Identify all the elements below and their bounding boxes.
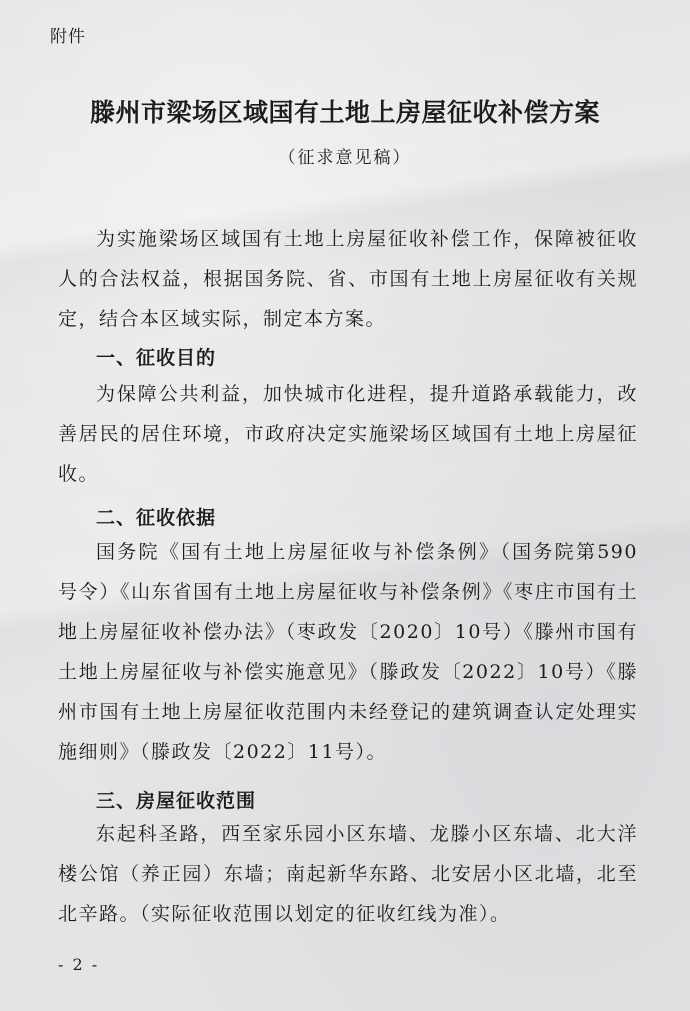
document-title: 滕州市梁场区域国有土地上房屋征收补偿方案 (89, 98, 600, 127)
section-scope-paragraph (58, 814, 638, 934)
document-subtitle: （征求意见稿） (278, 148, 412, 168)
section-purpose-paragraph (58, 374, 638, 494)
attachment-label: 附件 (50, 27, 86, 47)
intro-text: 为实施梁场区域国有土地上房屋征收补偿工作，保障被征收人的合法权益，根据国务院、省、市国有土地上房屋征收有关规定，结合本区域实际，制定本方案。 (58, 228, 638, 330)
page-number: - 2 - (58, 955, 100, 974)
section-purpose-text: 为保障公共利益，加快城市化进程，提升道路承载能力，改善居民的居住环境，市政府决定实施梁场区域国有土地上房屋征收。 (58, 383, 638, 485)
section-heading-scope: 三、房屋征收范围 (96, 790, 257, 812)
section-heading-basis: 二、征收依据 (96, 507, 217, 529)
section-basis-paragraph (58, 532, 638, 772)
intro-paragraph (58, 219, 638, 339)
section-heading-purpose: 一、征收目的 (96, 347, 217, 369)
section-basis-text: 国务院《国有土地上房屋征收与补偿条例》（国务院第590号令）《山东省国有土地上房屋征收与补偿条例》《枣庄市国有土地上房屋征收补偿办法》（枣政发〔2020〕10号）《滕州市国有土地上房屋征收与补偿实施意见》（滕政发〔2022〕10号）《滕州市国有土地上房屋征收范围内未经登记的建筑调查认定处理实施细则》（滕政发〔2022〕11号）。 (58, 541, 638, 763)
section-scope-text: 东起科圣路，西至家乐园小区东墙、龙滕小区东墙、北大洋楼公馆（养正园）东墙；南起新华东路、北安居小区北墙，北至北辛路。（实际征收范围以划定的征收红线为准）。 (58, 823, 638, 925)
